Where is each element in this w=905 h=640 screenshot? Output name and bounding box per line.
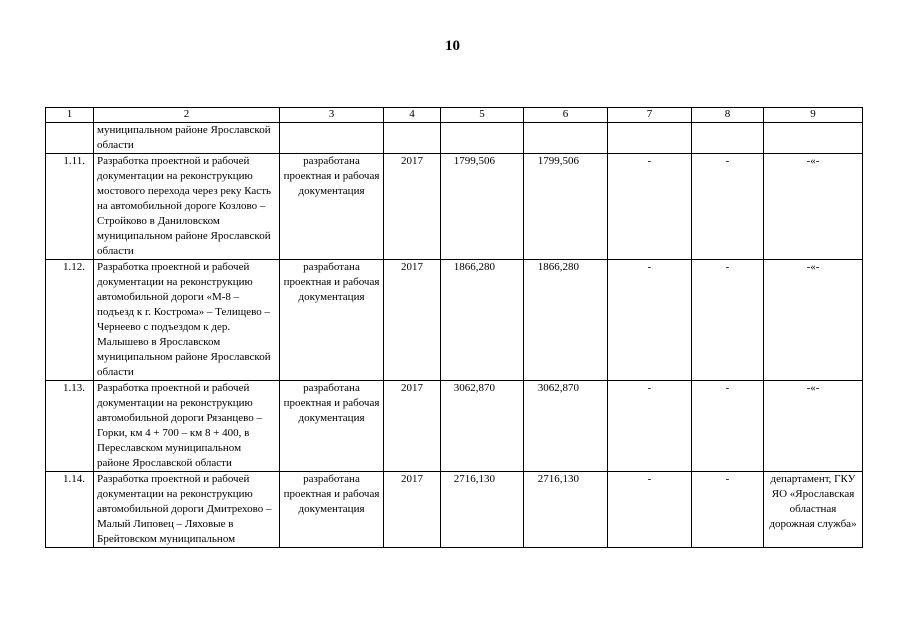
- measure-name-cell: Разработка проектной и рабочей документации на реконструкцию автомобильной дороги «М-8 – подъезд к г. Кострома» – Телищево – Чернеево с подъездом к дер. Малышево в Ярославском муниципальном районе Ярославской области: [94, 260, 280, 381]
- executor-cell: -«-: [764, 154, 863, 260]
- year-cell: 2017: [384, 472, 441, 548]
- result-cell: разработана проектная и рабочая документация: [280, 381, 384, 472]
- executor-cell: [764, 123, 863, 154]
- page-number: 10: [445, 38, 460, 54]
- measure-name-cell: Разработка проектной и рабочей документации на реконструкцию мостового перехода через реку Касть на автомобильной дороге Козлово – Стройково в Даниловском муниципальном районе Ярославской области: [94, 154, 280, 260]
- column-header: 4: [384, 108, 441, 123]
- result-cell: разработана проектная и рабочая документация: [280, 472, 384, 548]
- column-header: 3: [280, 108, 384, 123]
- total-cell: 1799,506: [441, 154, 524, 260]
- row-number-cell: [46, 123, 94, 154]
- col8-cell: -: [692, 154, 764, 260]
- column-header: 9: [764, 108, 863, 123]
- column-header: 5: [441, 108, 524, 123]
- regional-cell: 3062,870: [524, 381, 608, 472]
- table-row: [46, 381, 863, 472]
- total-cell: 2716,130: [441, 472, 524, 548]
- year-cell: [384, 123, 441, 154]
- row-number-cell: 1.11.: [46, 154, 94, 260]
- executor-cell: департамент, ГКУ ЯО «Ярославская областная дорожная служба»: [764, 472, 863, 548]
- column-header: 2: [94, 108, 280, 123]
- table-row: [46, 260, 863, 381]
- column-header: 6: [524, 108, 608, 123]
- table-row: [46, 472, 863, 548]
- col8-cell: -: [692, 381, 764, 472]
- measure-name-cell: Разработка проектной и рабочей документации на реконструкцию автомобильной дороги Дмитрехово – Малый Липовец – Ляховые в Брейтовском муниципальном: [94, 472, 280, 548]
- regional-cell: 1799,506: [524, 154, 608, 260]
- total-cell: [441, 123, 524, 154]
- row-number-cell: 1.12.: [46, 260, 94, 381]
- total-cell: 1866,280: [441, 260, 524, 381]
- year-cell: 2017: [384, 381, 441, 472]
- regional-cell: [524, 123, 608, 154]
- col8-cell: [692, 123, 764, 154]
- executor-cell: -«-: [764, 260, 863, 381]
- row-number-cell: 1.13.: [46, 381, 94, 472]
- col7-cell: [608, 123, 692, 154]
- col7-cell: -: [608, 381, 692, 472]
- result-cell: [280, 123, 384, 154]
- program-table: [45, 107, 863, 548]
- column-header: 7: [608, 108, 692, 123]
- regional-cell: 2716,130: [524, 472, 608, 548]
- year-cell: 2017: [384, 154, 441, 260]
- result-cell: разработана проектная и рабочая документация: [280, 260, 384, 381]
- column-number-row: [46, 108, 863, 123]
- measure-name-cell: Разработка проектной и рабочей документации на реконструкцию автомобильной дороги Рязанцево – Горки, км 4 + 700 – км 8 + 400, в Переславском муниципальном районе Ярославской области: [94, 381, 280, 472]
- row-number-cell: 1.14.: [46, 472, 94, 548]
- measure-name-cell: муниципальном районе Ярославской области: [94, 123, 280, 154]
- total-cell: 3062,870: [441, 381, 524, 472]
- col7-cell: -: [608, 260, 692, 381]
- col8-cell: -: [692, 260, 764, 381]
- column-header: 1: [46, 108, 94, 123]
- executor-cell: -«-: [764, 381, 863, 472]
- regional-cell: 1866,280: [524, 260, 608, 381]
- col7-cell: -: [608, 472, 692, 548]
- table-row-continuation: [46, 123, 863, 154]
- col8-cell: -: [692, 472, 764, 548]
- result-cell: разработана проектная и рабочая документация: [280, 154, 384, 260]
- table-row: [46, 154, 863, 260]
- column-header: 8: [692, 108, 764, 123]
- col7-cell: -: [608, 154, 692, 260]
- year-cell: 2017: [384, 260, 441, 381]
